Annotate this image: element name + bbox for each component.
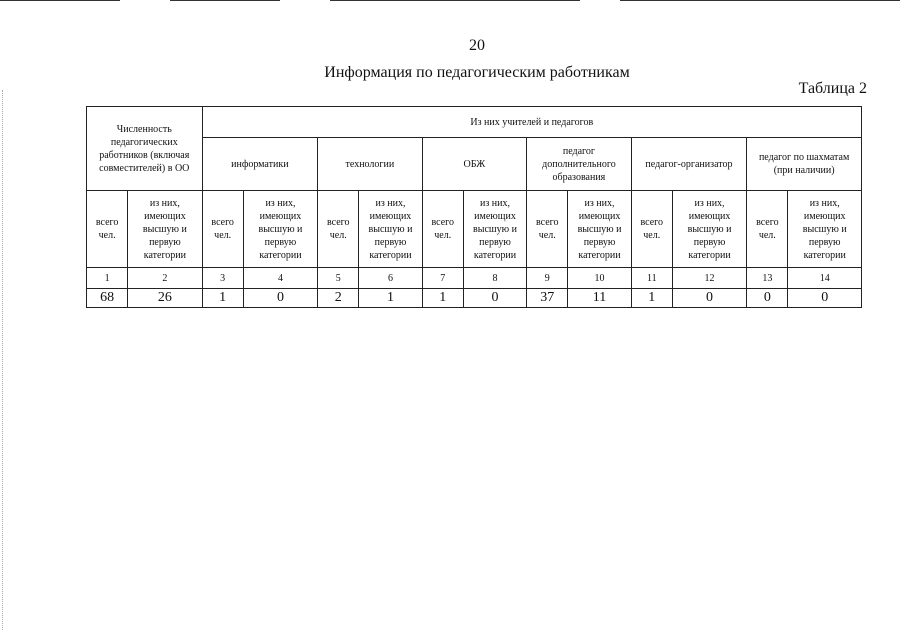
subheader-total: всего чел. <box>527 191 568 268</box>
value-cell: 2 <box>318 289 359 308</box>
column-number: 5 <box>318 268 359 289</box>
subheader-total: всего чел. <box>631 191 672 268</box>
header-informatics: информатики <box>202 138 318 191</box>
subheader-category: из них, имеющих высшую и первую категории <box>672 191 746 268</box>
subheader-category: из них, имеющих высшую и первую категории <box>128 191 202 268</box>
subheader-category: из них, имеющих высшую и первую категории <box>243 191 317 268</box>
column-number: 6 <box>359 268 422 289</box>
subheader-category: из них, имеющих высшую и первую категории <box>359 191 422 268</box>
column-number: 13 <box>747 268 788 289</box>
subheader-total: всего чел. <box>202 191 243 268</box>
header-technology: технологии <box>318 138 423 191</box>
top-scan-rule <box>0 0 905 2</box>
value-cell: 0 <box>463 289 526 308</box>
header-chess: педагог по шахматам (при наличии) <box>747 138 862 191</box>
value-cell: 0 <box>788 289 862 308</box>
value-cell: 1 <box>631 289 672 308</box>
header-teachers-group: Из них учителей и педагогов <box>202 107 861 138</box>
column-number: 3 <box>202 268 243 289</box>
value-cell: 26 <box>128 289 202 308</box>
column-number: 2 <box>128 268 202 289</box>
value-cell: 37 <box>527 289 568 308</box>
header-organizer: педагог-организатор <box>631 138 747 191</box>
column-number: 1 <box>87 268 128 289</box>
subheader-total: всего чел. <box>747 191 788 268</box>
column-number: 8 <box>463 268 526 289</box>
column-number: 9 <box>527 268 568 289</box>
table-label: Таблица 2 <box>798 80 867 97</box>
column-number: 12 <box>672 268 746 289</box>
column-number: 7 <box>422 268 463 289</box>
document-title: Информация по педагогическим работникам <box>324 64 630 81</box>
header-staff-count: Численность педагогических работников (включая совместителей) в ОО <box>87 107 203 191</box>
column-number: 14 <box>788 268 862 289</box>
subheader-category: из них, имеющих высшую и первую категории <box>568 191 631 268</box>
value-cell: 0 <box>243 289 317 308</box>
value-cell: 1 <box>202 289 243 308</box>
data-row <box>87 289 862 308</box>
column-number: 10 <box>568 268 631 289</box>
page-number: 20 <box>469 37 485 54</box>
value-cell: 1 <box>359 289 422 308</box>
value-cell: 68 <box>87 289 128 308</box>
subheader-total: всего чел. <box>422 191 463 268</box>
header-additional-education: педагог дополнительного образования <box>527 138 632 191</box>
column-number: 4 <box>243 268 317 289</box>
subheader-category: из них, имеющих высшую и первую категории <box>788 191 862 268</box>
subheader-category: из них, имеющих высшую и первую категории <box>463 191 526 268</box>
value-cell: 0 <box>747 289 788 308</box>
header-obzh: ОБЖ <box>422 138 527 191</box>
column-number-row <box>87 268 862 289</box>
value-cell: 11 <box>568 289 631 308</box>
subheader-total: всего чел. <box>318 191 359 268</box>
staff-table <box>86 106 862 308</box>
left-scan-edge <box>2 90 4 630</box>
value-cell: 1 <box>422 289 463 308</box>
value-cell: 0 <box>672 289 746 308</box>
column-number: 11 <box>631 268 672 289</box>
subheader-total: всего чел. <box>87 191 128 268</box>
